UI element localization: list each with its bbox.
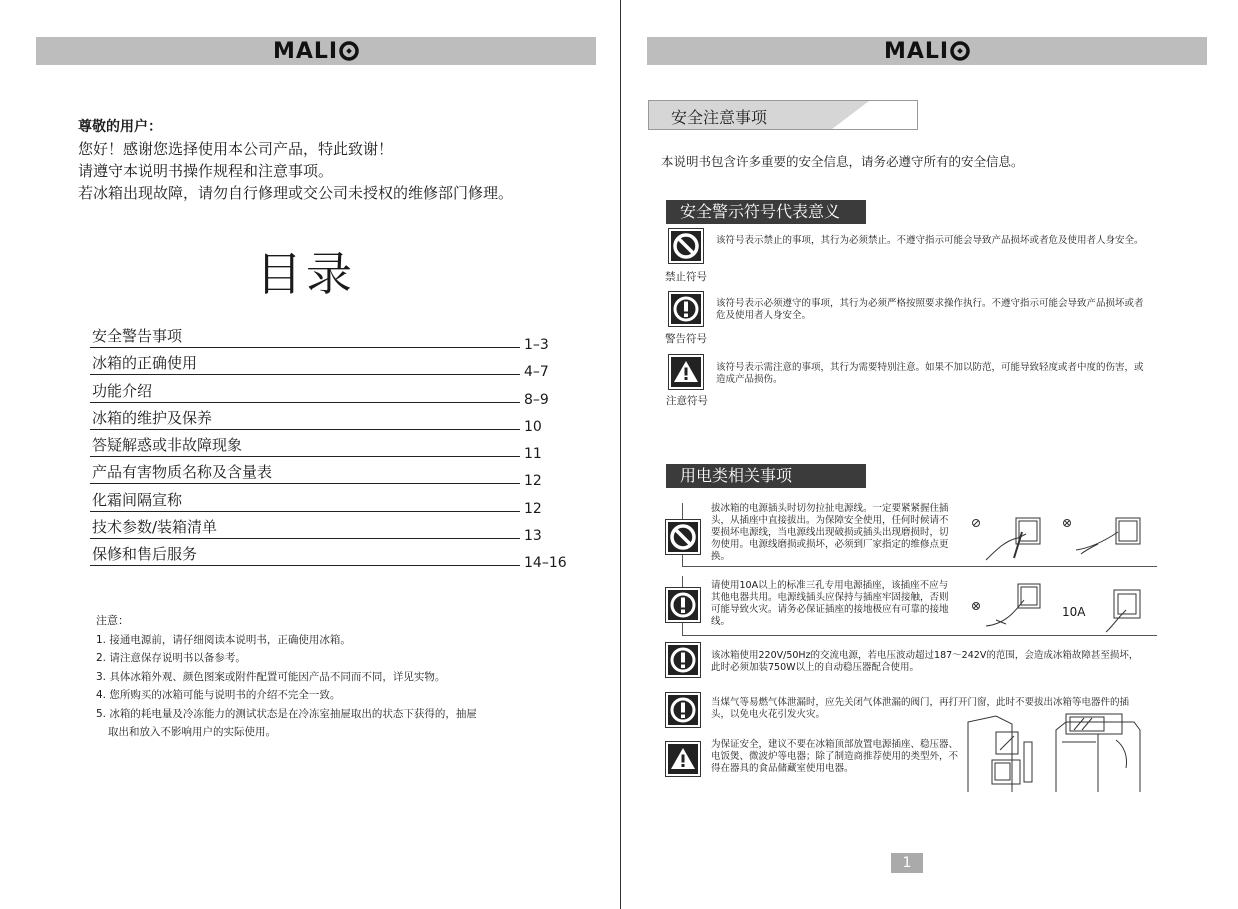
prohibition-icon <box>666 520 700 554</box>
toc-item[interactable] <box>90 349 572 381</box>
appliance-illustration <box>966 712 1146 794</box>
exclamation-circle-icon <box>666 588 700 622</box>
toc-leader-line <box>90 538 520 539</box>
toc-item[interactable] <box>90 322 572 353</box>
note-item: 5. 冰箱的耗电量及冷冻能力的测试状态是在冷冻室抽屉取出的状态下获得的，抽屉 <box>96 707 477 720</box>
toc-item[interactable] <box>90 377 572 408</box>
greeting-line: 若冰箱出现故障，请勿自行修理或交公司未授权的维修部门修理。 <box>78 184 514 202</box>
page-number: 1 <box>891 853 923 873</box>
salutation: 尊敬的用户： <box>78 119 162 135</box>
toc-title: 目录 <box>256 247 356 301</box>
rule-text: 请使用10A以上的标准三孔专用电源插座，该插座不应与其他电器共用。电源线插头应保持与插座牢固接触，否则可能导致火灾。请务必保证插座的接地极应有可靠的接地线。 <box>711 580 949 627</box>
prohibition-icon <box>669 229 703 263</box>
toc-label: 功能介绍 <box>92 381 153 400</box>
toc-leader-line <box>90 483 520 484</box>
socket-illustration <box>966 580 1146 636</box>
symbol-label: 注意符号 <box>666 395 708 407</box>
toc-item[interactable] <box>90 431 572 463</box>
toc-label: 答疑解惑或非故障现象 <box>92 436 243 455</box>
toc-leader-line <box>90 565 520 566</box>
toc-item[interactable] <box>90 486 572 517</box>
electric-heading: 用电类相关事项 <box>666 464 866 488</box>
brand-header-left <box>36 37 596 65</box>
symbol-description: 该符号表示必须遵守的事项，其行为必须严格按照要求操作执行。不遵守指示可能会导致产品损坏或者危及使用者人身安全。 <box>716 298 1144 321</box>
toc-label: 安全警告事项 <box>92 327 183 345</box>
brand-name: MALI <box>883 38 950 64</box>
symbols-heading: 安全警示符号代表意义 <box>666 200 866 224</box>
toc-item[interactable] <box>90 513 572 545</box>
greeting-line: 您好！感谢您选择使用本公司产品，特此致谢！ <box>78 140 394 158</box>
toc-label: 化霜间隔宣称 <box>92 490 183 509</box>
toc-page: 13 <box>524 528 542 545</box>
toc-leader-line <box>90 347 520 348</box>
exclamation-circle-icon <box>666 693 700 727</box>
brand-logo <box>884 39 970 64</box>
toc-leader-line <box>90 402 520 403</box>
page-divider <box>620 0 621 909</box>
toc-page: 12 <box>524 500 542 517</box>
greeting-line: 请遵守本说明书操作规程和注意事项。 <box>78 162 334 180</box>
note-item: 4. 您所购买的冰箱可能与说明书的介绍不完全一致。 <box>96 689 341 701</box>
toc-leader-line <box>90 456 520 457</box>
toc-item[interactable] <box>90 404 572 435</box>
toc-label: 冰箱的正确使用 <box>92 354 198 373</box>
greeting-block <box>78 116 513 204</box>
toc-page: 8–9 <box>524 391 549 408</box>
diamond-o-icon <box>339 41 359 61</box>
toc-page: 11 <box>524 446 542 463</box>
diamond-o-icon <box>950 41 970 61</box>
note-item: 1. 接通电源前，请仔细阅读本说明书，正确使用冰箱。 <box>96 633 351 646</box>
exclamation-circle-icon <box>669 292 703 326</box>
current-rating-label: 10A <box>1062 605 1086 619</box>
rule-text: 当煤气等易燃气体泄漏时，应先关闭气体泄漏的阀门，再打开门窗，此时不要拔出冰箱等电器件的插头，以免电火花引发火灾。 <box>711 697 1130 720</box>
rule-text: 为保证安全，建议不要在冰箱顶部放置电源插座、稳压器、电饭煲、微波炉等电器；除了制造商推荐使用的类型外，不得在器具的食品储藏室使用电器。 <box>711 739 959 774</box>
toc-page: 1–3 <box>524 337 549 353</box>
note-item: 2. 请注意保存说明书以备参考。 <box>96 652 246 664</box>
toc-label: 冰箱的维护及保养 <box>92 408 213 427</box>
rule-text: 拔冰箱的电源插头时切勿拉扯电源线。一定要紧紧握住插头，从插座中直接拔出。为保障安全使用，任何时候请不要损坏电源线，当电源线出现破损或插头出现磨损时，切勿使用。电源线磨损或损坏，必须到厂家指定的维修点更换。 <box>711 503 949 562</box>
intro-text: 本说明书包含许多重要的安全信息，请务必遵守所有的安全信息。 <box>661 154 1024 169</box>
notes-head: 注意： <box>96 614 129 627</box>
toc-leader-line <box>90 374 520 375</box>
toc-item[interactable] <box>90 458 572 490</box>
toc-page: 10 <box>524 418 542 435</box>
brand-name: MALI <box>272 38 339 64</box>
brand-header-right <box>647 37 1207 65</box>
toc-page: 4–7 <box>524 364 549 381</box>
note-item: 3. 具体冰箱外观、颜色图案或附件配置可能因产品不同而不同，详见实物。 <box>96 670 446 683</box>
toc-label: 产品有害物质名称及含量表 <box>92 463 273 482</box>
section-title: 安全注意事项 <box>671 108 768 127</box>
toc-label: 保修和售后服务 <box>92 545 198 564</box>
symbol-label: 警告符号 <box>665 333 707 345</box>
toc-leader-line <box>90 429 520 430</box>
warning-triangle-icon <box>666 742 700 776</box>
warning-triangle-icon <box>669 355 703 389</box>
notes-block <box>96 612 477 742</box>
symbol-label: 禁止符号 <box>665 271 707 283</box>
toc-item[interactable] <box>90 540 572 572</box>
unplug-illustration <box>966 510 1146 566</box>
toc-page: 14–16 <box>524 555 567 572</box>
symbol-description: 该符号表示需注意的事项，其行为需要特别注意。如果不加以防范，可能导致轻度或者中度的伤害，或造成产品损伤。 <box>716 362 1144 385</box>
note-item: 取出和放入不影响用户的实际使用。 <box>108 726 276 738</box>
table-of-contents <box>90 322 572 572</box>
rule-text: 该冰箱使用220V/50Hz的交流电源，若电压波动超过187～242V的范围，会造成冰箱故障甚至损坏，此时必须加装750W以上的自动稳压器配合使用。 <box>711 650 1139 673</box>
toc-page: 12 <box>524 473 542 490</box>
toc-leader-line <box>90 511 520 512</box>
symbol-description: 该符号表示禁止的事项，其行为必须禁止。不遵守指示可能会导致产品损坏或者危及使用者人身安全。 <box>716 235 1144 246</box>
exclamation-circle-icon <box>666 643 700 677</box>
toc-label: 技术参数/装箱清单 <box>92 518 218 537</box>
brand-logo <box>273 39 359 64</box>
section-title-tab <box>648 100 918 130</box>
